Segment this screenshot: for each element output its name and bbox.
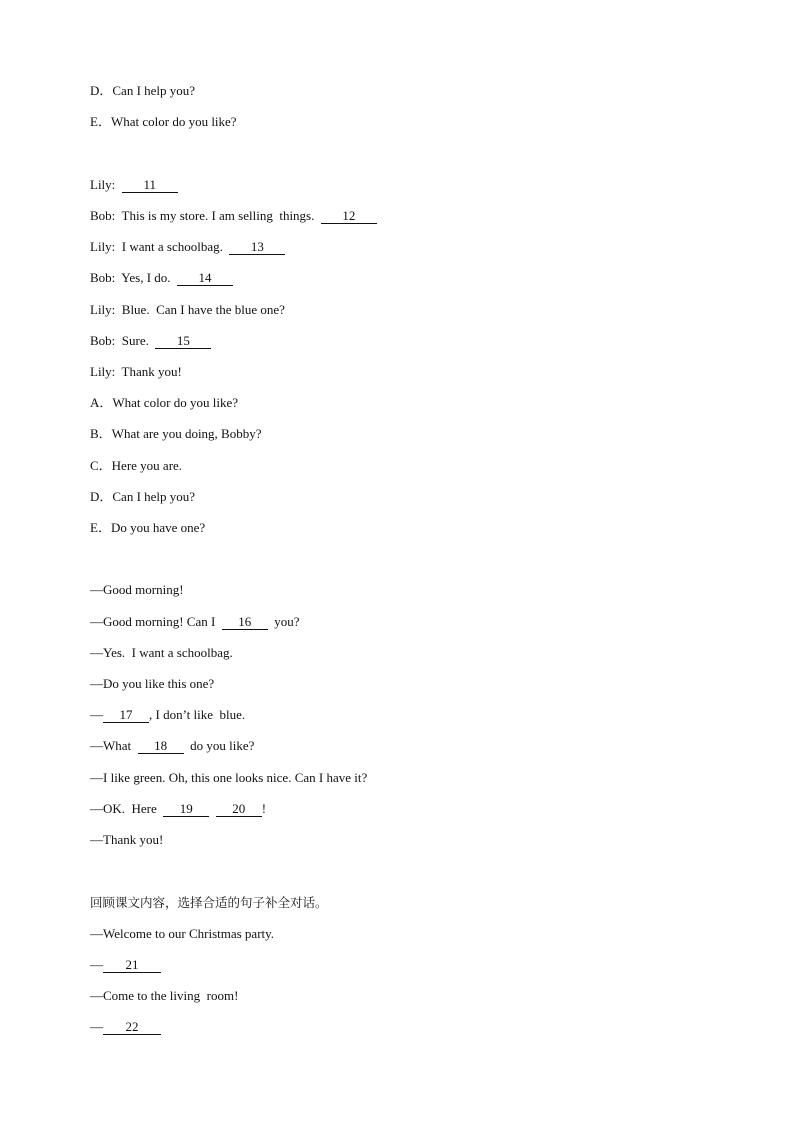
dialog-text: , I don’t like blue. — [149, 707, 246, 722]
answer-blank-15[interactable]: 15 — [155, 334, 211, 349]
option-text: Can I help you? — [112, 489, 196, 504]
dialog-line — [90, 707, 245, 723]
speaker-text: Bob: This is my store. I am selling things. — [90, 208, 321, 223]
option-letter: E． — [90, 114, 111, 129]
option-b — [90, 426, 262, 442]
dialog-line: —Yes. I want a schoolbag. — [90, 645, 233, 660]
dialog-text: — — [90, 1019, 103, 1034]
dialog-line-lily-1 — [90, 177, 178, 193]
speaker-text: Lily: — [90, 177, 122, 192]
dialog-line — [90, 614, 300, 630]
option-text: What are you doing, Bobby? — [111, 426, 262, 441]
dialog-line — [90, 957, 161, 973]
option-text: What color do you like? — [110, 114, 237, 129]
answer-blank-19[interactable]: 19 — [163, 802, 209, 817]
option-e — [90, 520, 205, 536]
answer-blank-17[interactable]: 17 — [103, 708, 149, 723]
speaker-text: Lily: I want a schoolbag. — [90, 239, 230, 254]
dialog-line-bob-3 — [90, 333, 211, 349]
answer-blank-12[interactable]: 12 — [321, 209, 377, 224]
dialog-text: ! — [261, 801, 267, 816]
dialog-line: —I like green. Oh, this one looks nice. Can I have it? — [90, 770, 368, 785]
option-text: Can I help you? — [112, 83, 196, 98]
dialog-line: —Thank you! — [90, 832, 164, 847]
speaker-text: Lily: Thank you! — [90, 364, 182, 379]
dialog-line: —Welcome to our Christmas party. — [90, 926, 275, 941]
answer-blank-14[interactable]: 14 — [177, 271, 233, 286]
answer-blank-11[interactable]: 11 — [122, 178, 178, 193]
answer-blank-18[interactable]: 18 — [138, 739, 184, 754]
answer-blank-20[interactable]: 20 — [216, 802, 262, 817]
dialog-line: —Come to the living room! — [90, 988, 239, 1003]
option-letter: D． — [90, 489, 113, 504]
option-text: Do you have one? — [110, 520, 206, 535]
option-letter: D． — [90, 83, 113, 98]
dialog-text: — — [90, 707, 103, 722]
dialog-line — [90, 801, 266, 817]
option-text: What color do you like? — [112, 395, 239, 410]
speaker-text: Bob: Yes, I do. — [90, 270, 178, 285]
answer-blank-22[interactable]: 22 — [103, 1020, 161, 1035]
option-a — [90, 395, 238, 411]
speaker-text: Lily: Blue. Can I have the blue one? — [90, 302, 285, 317]
answer-blank-16[interactable]: 16 — [222, 615, 268, 630]
dialog-line-bob-1 — [90, 208, 377, 224]
dialog-text: do you like? — [183, 738, 255, 753]
option-d — [90, 489, 195, 505]
option-text: Here you are. — [111, 458, 183, 473]
option-d — [90, 83, 195, 99]
option-c — [90, 458, 182, 474]
speaker-text: Bob: Sure. — [90, 333, 156, 348]
section-instruction: 回顾课文内容，选择合适的句子补全对话。 — [90, 895, 328, 910]
dialog-text: —What — [90, 738, 138, 753]
dialog-text: —Good morning! Can I — [90, 614, 222, 629]
option-letter: C． — [90, 458, 112, 473]
dialog-line-bob-2 — [90, 270, 233, 286]
dialog-line-lily-4 — [90, 364, 182, 380]
dialog-line: —Do you like this one? — [90, 676, 215, 691]
dialog-text: — — [90, 957, 103, 972]
dialog-line — [90, 738, 254, 754]
dialog-line-lily-3 — [90, 302, 285, 318]
dialog-text: —OK. Here — [90, 801, 164, 816]
dialog-text: you? — [267, 614, 300, 629]
dialog-line-lily-2 — [90, 239, 285, 255]
option-letter: B． — [90, 426, 112, 441]
dialog-line: —Good morning! — [90, 582, 184, 597]
answer-blank-13[interactable]: 13 — [229, 240, 285, 255]
option-letter: E． — [90, 520, 111, 535]
dialog-line — [90, 1019, 161, 1035]
option-letter: A． — [90, 395, 113, 410]
answer-blank-21[interactable]: 21 — [103, 958, 161, 973]
option-e — [90, 114, 237, 130]
